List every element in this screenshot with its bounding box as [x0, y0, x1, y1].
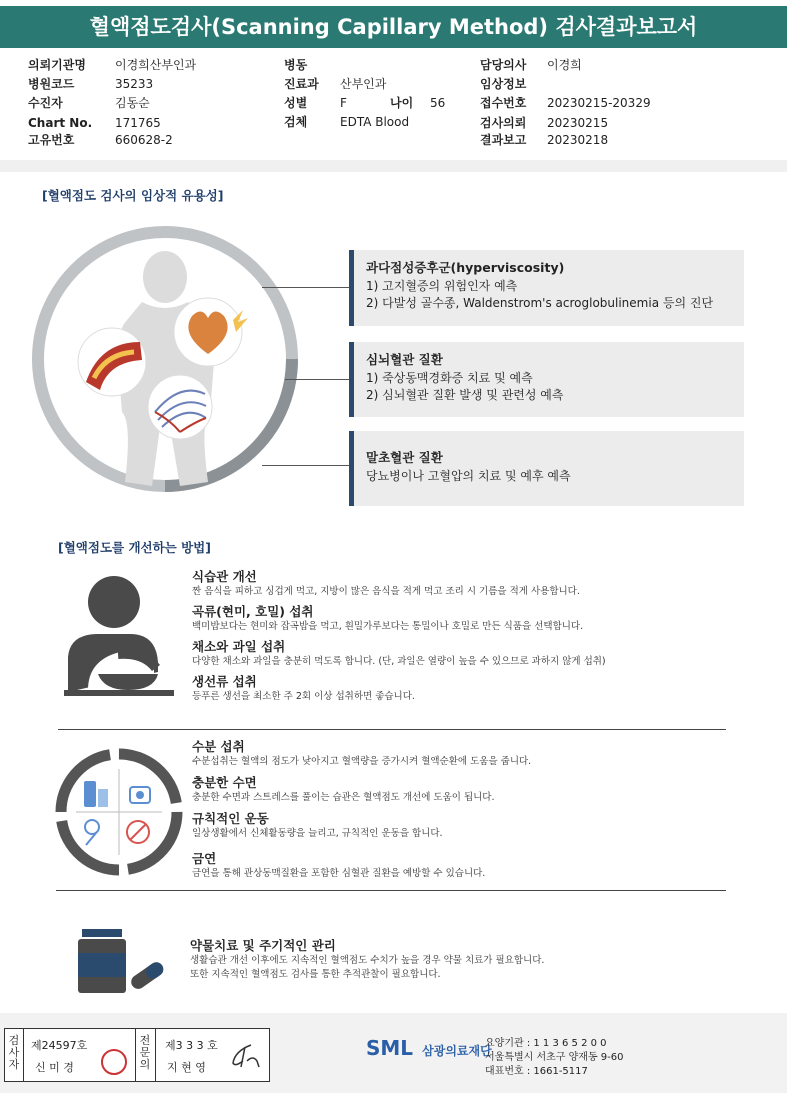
specialist-no: 제3 3 3 호 — [165, 1039, 218, 1052]
water-bottle-icon — [84, 781, 108, 807]
label-specimen: 검체 — [284, 115, 308, 129]
section2-heading: [혈액점도를 개선하는 방법] — [58, 540, 211, 555]
connector-line-1 — [262, 287, 351, 288]
lifestyle-title: 수분 섭취 — [192, 739, 245, 754]
medication-title: 약물치료 및 주기적인 관리 — [190, 938, 336, 953]
diet-title: 식습관 개선 — [192, 569, 257, 584]
value-unique-no: 660628-2 — [115, 133, 173, 147]
medicine-icon — [72, 925, 172, 995]
divider-2 — [56, 890, 726, 891]
box-line: 1) 고지혈증의 위험인자 예측 — [366, 279, 518, 293]
lifestyle-circle-icon — [52, 745, 186, 879]
lifestyle-title: 금연 — [192, 851, 217, 866]
medication-block — [190, 937, 750, 982]
lifestyle-desc: 수분섭취는 혈액의 점도가 낮아지고 혈액량을 증가시켜 혈액순환에 도움을 줍니다. — [192, 756, 532, 767]
signature-icon — [227, 1041, 263, 1071]
lifestyle-desc: 일상생활에서 신체활동량을 늘리고, 규칙적인 운동을 합니다. — [192, 828, 443, 839]
label-receipt-no: 접수번호 — [480, 96, 527, 110]
value-doctor: 이경희 — [547, 58, 582, 72]
specialist-name: 지 현 영 — [167, 1061, 206, 1074]
connector-line-2 — [285, 379, 351, 380]
diet-desc: 다양한 채소와 과일을 충분히 먹도록 합니다. (단, 과일은 열량이 높을 수 있으므로 과하지 않게 섭취) — [192, 656, 606, 667]
value-report-date: 20230218 — [547, 133, 609, 147]
value-chart-no: 171765 — [115, 116, 161, 130]
box-line: 2) 다발성 골수종, Waldenstrom's acroglobulinemia 등의 진단 — [366, 296, 714, 310]
label-chart-no: Chart No. — [28, 116, 93, 130]
inspector-name: 신 미 경 — [35, 1061, 74, 1074]
lab-info — [485, 1037, 624, 1079]
label-hospital-code: 병원코드 — [28, 77, 75, 91]
sleep-icon — [130, 787, 150, 803]
diet-title: 채소와 과일 섭취 — [192, 639, 286, 654]
logo-org: 삼광의료재단 — [422, 1044, 492, 1058]
blood-vessels-icon — [148, 375, 212, 439]
header-divider — [0, 160, 787, 172]
inspector-label: 검사자 — [8, 1034, 20, 1071]
usefulness-box-peripheral — [349, 431, 744, 506]
label-unique-no: 고유번호 — [28, 133, 75, 147]
value-receipt-no: 20230215-20329 — [547, 96, 651, 110]
lifestyle-title: 규칙적인 운동 — [192, 811, 269, 826]
lab-info-line: 요양기관 : 1 1 3 6 5 2 0 0 — [485, 1038, 607, 1049]
logo-text: SML — [366, 1036, 414, 1060]
box-line: 1) 죽상동맥경화증 치료 및 예측 — [366, 371, 533, 385]
diet-list — [192, 568, 752, 704]
label-report-date: 결과보고 — [480, 133, 527, 147]
box-line: 2) 심뇌혈관 질환 발생 및 관련성 예측 — [366, 388, 564, 402]
sml-logo — [366, 1036, 492, 1060]
medication-line: 또한 지속적인 혈액점도 검사를 통한 추적관찰이 필요합니다. — [190, 969, 441, 980]
box-title: 말초혈관 질환 — [366, 450, 443, 465]
value-specimen: EDTA Blood — [340, 115, 410, 129]
artery-icon — [78, 328, 146, 396]
diet-title: 곡류(현미, 호밀) 섭취 — [192, 604, 314, 619]
diet-desc: 백미밥보다는 현미와 잡곡밥을 먹고, 흰밀가루보다는 통밀이나 호밀로 만든 식품을 선택합니다. — [192, 621, 584, 632]
label-ward: 병동 — [284, 58, 308, 72]
lifestyle-list — [192, 738, 752, 881]
usefulness-box-hyperviscosity — [349, 250, 744, 326]
value-age: 56 — [430, 96, 446, 110]
signature-box — [4, 1028, 270, 1082]
no-smoking-icon — [127, 821, 149, 843]
label-patient: 수진자 — [28, 96, 63, 110]
label-institution: 의뢰기관명 — [28, 58, 86, 72]
connector-line-3 — [262, 465, 351, 466]
inspector-seal — [101, 1049, 127, 1075]
lifestyle-title: 충분한 수면 — [192, 775, 257, 790]
usefulness-box-cardio — [349, 342, 744, 417]
inspector-no: 제24597호 — [31, 1039, 88, 1052]
value-department: 산부인과 — [340, 77, 387, 91]
eating-person-icon — [58, 572, 183, 697]
box-line: 당뇨병이나 고혈압의 치료 및 예후 예측 — [366, 469, 571, 483]
lifestyle-desc: 금연을 통해 관상동맥질환을 포함한 심혈관 질환을 예방할 수 있습니다. — [192, 868, 486, 879]
specialist-label: 전문의 — [139, 1034, 151, 1071]
exercise-icon — [85, 820, 99, 845]
lifestyle-desc: 충분한 수면과 스트레스를 풀이는 습관은 혈액점도 개선에 도움이 됩니다. — [192, 792, 495, 803]
report-title: 혈액점도검사(Scanning Capillary Method) 검사결과보고서 — [0, 6, 787, 48]
label-department: 진료과 — [284, 77, 319, 91]
box-title: 심뇌혈관 질환 — [366, 352, 443, 367]
value-request-date: 20230215 — [547, 116, 609, 130]
box-title: 과다점성증후군(hyperviscosity) — [366, 260, 565, 275]
lab-info-line: 서울특별시 서초구 양재동 9-60 — [485, 1052, 624, 1063]
lab-info-line: 대표번호 : 1661-5117 — [485, 1066, 588, 1077]
value-sex: F — [340, 96, 347, 110]
body-illustration — [30, 222, 350, 502]
label-request-date: 검사의뢰 — [480, 116, 527, 130]
diet-title: 생선류 섭취 — [192, 674, 257, 689]
label-doctor: 담당의사 — [480, 58, 527, 72]
value-hospital-code: 35233 — [115, 77, 154, 91]
label-clinical-info: 임상정보 — [480, 77, 527, 91]
medication-line: 생활습관 개선 이후에도 지속적인 혈액점도 수치가 높을 경우 약물 치료가 필요합니다. — [190, 955, 545, 966]
label-sex: 성별 — [284, 96, 308, 110]
section1-heading: [혈액점도 검사의 임상적 유용성] — [42, 188, 224, 203]
diet-desc: 짠 음식을 피하고 싱겁게 먹고, 지방이 많은 음식을 적게 먹고 조리 시 기름을 적게 사용합니다. — [192, 586, 580, 597]
value-institution: 이경희산부인과 — [115, 58, 197, 72]
label-age: 나이 — [390, 96, 414, 110]
divider-1 — [58, 729, 726, 730]
diet-desc: 등푸른 생선을 최소한 주 2회 이상 섭취하면 좋습니다. — [192, 691, 415, 702]
value-patient: 김동순 — [115, 96, 150, 110]
